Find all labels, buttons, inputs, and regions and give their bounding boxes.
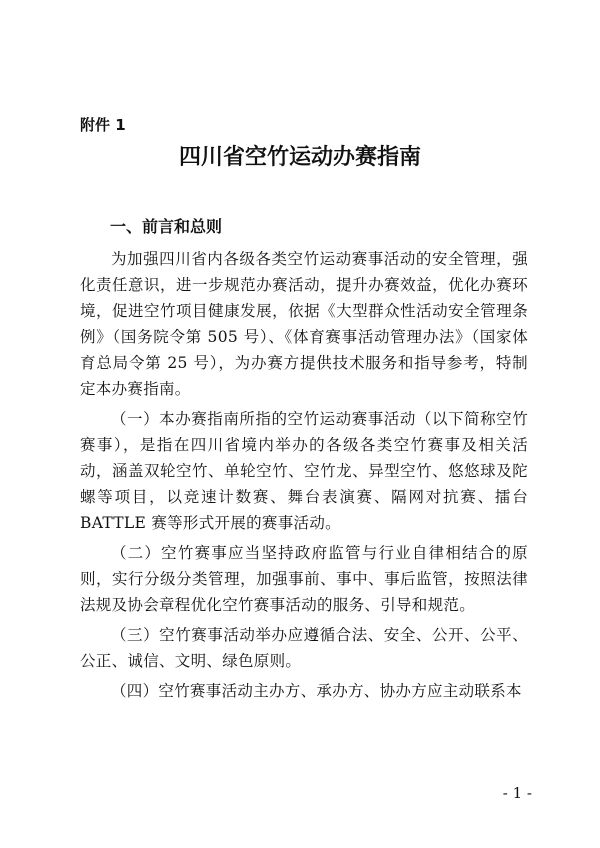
document-body <box>80 246 528 708</box>
paragraph-3: （三）空竹赛事活动举办应遵循合法、安全、公开、公平、公正、诚信、文明、绿色原则。 <box>80 626 528 670</box>
document-title: 四川省空竹运动办赛指南 <box>178 145 421 170</box>
paragraph-intro: 为加强四川省内各级各类空竹运动赛事活动的安全管理，强化责任意识，进一步规范办赛活动，提升办赛效益，优化办赛环境，促进空竹项目健康发展，依据《大型群众性活动安全管理条例》（国务院令第 505 号）、《体育赛事活动管理办法》（国家体育总局令第 25 号），为办赛方提供技术服务和指导参考，特制定本办赛指南。 <box>80 250 528 398</box>
page-number: - 1 - <box>502 784 532 802</box>
paragraph-4: （四）空竹赛事活动主办方、承办方、协办方应主动联系本 <box>111 682 522 700</box>
section-heading: 一、前言和总则 <box>110 217 223 236</box>
attachment-label: 附件 1 <box>80 116 126 134</box>
paragraph-1: （一）本办赛指南所指的空竹运动赛事活动（以下简称空竹赛事），是指在四川省境内举办的各级各类空竹赛事及相关活动，涵盖双轮空竹、单轮空竹、空竹龙、异型空竹、悠悠球及陀螺等项目，以竞速计数赛、舞台表演赛、隔网对抗赛、擂台 BATTLE 赛等形式开展的赛事活动。 <box>80 410 528 532</box>
paragraph-2: （二）空竹赛事应当坚持政府监管与行业自律相结合的原则，实行分级分类管理，加强事前、事中、事后监管，按照法律法规及协会章程优化空竹赛事活动的服务、引导和规范。 <box>80 544 528 614</box>
